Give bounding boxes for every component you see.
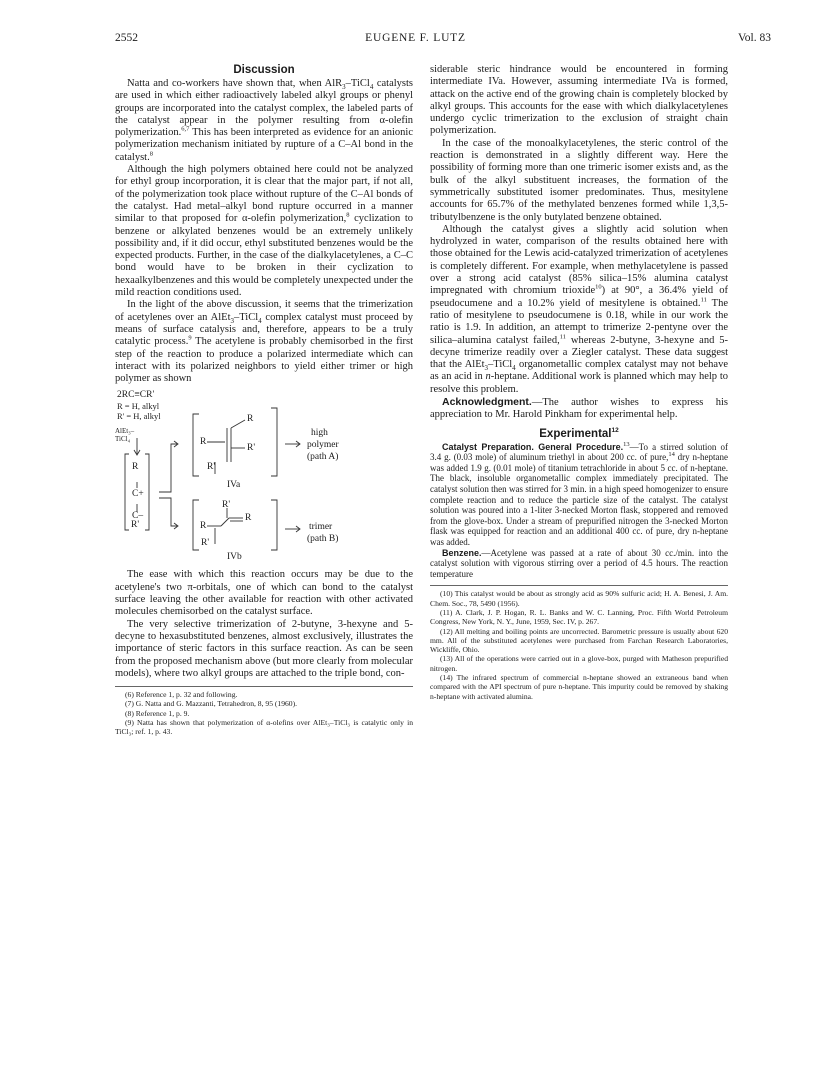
footnote: (6) Reference 1, p. 32 and following.	[125, 690, 238, 700]
paragraph: The very selective trimerization of 2-butyne, 3-hexyne and 5-decyne to hexasubstituted benzenes, almost exclusively, illustrates the importance of steric factors in this surface reaction. As can be seen from the proposed mechanism above (but more clearly from molecular models), where two alkyl groups are attached to the triple bond, con-	[115, 618, 413, 679]
scheme-product: (path A)	[307, 452, 339, 463]
scheme-atom: C–	[132, 511, 144, 522]
scheme-atom: R	[200, 437, 207, 448]
scheme-reactant: 2RC≡CR'	[117, 390, 155, 401]
scheme-atom: R'	[207, 462, 216, 473]
experimental-body	[430, 442, 728, 580]
running-author: EUGENE F. LUTZ	[365, 32, 466, 44]
paragraph: Natta and co-workers have shown that, when AlR$_3$–TiCl$_4$ catalysts are used in which either radioactively labeled alkyl groups or phenyl groups are incorporated into the catalyst complex, the labeled parts of the catalyst appear in the polymer resulting from α-olefin polymerization.$^{6,7}$ This has been interpreted as evidence for an anionic polymerization mechanism initiated by rupture of a C–Al bond in the catalyst.$^8$	[115, 78, 414, 163]
reaction-scheme	[115, 388, 413, 563]
right-column	[430, 64, 728, 701]
scheme-atom: R	[200, 521, 207, 532]
footnote: (10) This catalyst would be about as strongly acid as 90% sulfuric acid; H. A. Benesi, J. Am. Chem. Soc., 78, 5490 (1956).	[430, 589, 728, 608]
paragraph: Benzene.—Acetylene was passed at a rate of about 30 cc./min. into the catalyst solution with vigorous stirring over a period of 4.5 hours. The reaction temperature	[430, 547, 728, 579]
left-column	[115, 64, 413, 737]
footnote: (12) All melting and boiling points are uncorrected. Barometric pressure is usually about 620 mm. All of the substituted acetylenes were purchased from Farchan Research Laboratories, Wickliffe, Ohio.	[430, 626, 728, 655]
scheme-atom: C+	[132, 489, 144, 500]
scheme-rp-definition: R' = H, alkyl	[117, 411, 161, 422]
scheme-product: polymer	[307, 440, 339, 451]
scheme-label-iva: IVa	[227, 480, 241, 491]
footnote: (13) All of the operations were carried out in a glove-box, purged with Matheson prepurified nitrogen.	[430, 654, 728, 673]
footnote: (8) Reference 1, p. 9.	[125, 708, 190, 718]
footnote: (14) The infrared spectrum of commercial n-heptane showed an extraneous band when compared with the API spectrum of pure n-heptane. This impurity could be removed by shaking n-heptane with activated alumina.	[430, 673, 728, 701]
scheme-atom: R'	[247, 443, 256, 454]
footnotes-left	[115, 686, 413, 736]
paragraph: In the light of the above discussion, it seems that the trimerization of acetylenes over an AlEt$_3$–TiCl$_4$ complex catalyst must proceed by means of surface catalysis and, therefore, appears to be a truly catalytic process.$^9$ The acetylene is probably chemisorbed in the first step of the reaction to produce a polarized intermediate which can interact with its polarized neighbors to yield either trimer or high polymer as shown	[115, 299, 413, 385]
scheme-atom: R'	[201, 538, 210, 549]
footnote: (7) G. Natta and G. Mazzanti, Tetrahedron, 8, 95 (1960).	[125, 699, 298, 709]
footnote: (9) Natta has shown that polymerization of α-olefins over AlEt₃–TiCl₃ is catalytic only in TiCl₃; ref. 1, p. 43.	[115, 717, 413, 737]
paragraph: The ease with which this reaction occurs may be due to the acetylene's two π-orbitals, one of which can bond to the catalyst surface leaving the other available for reaction with other activated molecules chemisorbed on the catalyst surface.	[115, 569, 413, 618]
running-header	[0, 32, 831, 50]
scheme-atom: R	[247, 414, 254, 425]
paragraph: Although the high polymers obtained here could not be analyzed for ethyl group incorporation, it is clear that the major part, if not all, of the polymerization took place without rupture of the C–Al bonds of the catalyst. Had metal–alkyl bond rupture occurred in a manner similar to that proposed for α-olefin polymerization,$^8$ cyclization to benzene or alkylated benzenes would be an extremely unlikely possibility and, if it did occur, ethyl substituted benzenes would be the expected products. Further, in the case of the dialkylacetylenes, a C–C bond would have to be broken in their cyclization to hexaalkylbenzenes and this would be completely unexpected under the mild reaction conditions used.	[115, 164, 413, 299]
section-title-discussion: Discussion	[233, 64, 295, 76]
scheme-product: trimer	[309, 522, 333, 533]
acknowledgment: Acknowledgment.—The author wishes to express his appreciation to Mr. Harold Pinkham for experimental help.	[430, 396, 728, 421]
scheme-product: high	[311, 428, 328, 439]
scheme-atom: R'	[222, 500, 231, 511]
scheme-product: (path B)	[307, 534, 339, 545]
footnote: (11) A. Clark, J. P. Hogan, R. L. Banks and W. C. Lanning, Proc. Fifth World Petroleum Congress, New York, N. Y., June, 1959, Sec. IV, p. 267.	[430, 607, 728, 627]
scheme-catalyst: AlEt₃–	[115, 427, 135, 436]
paragraph: In the case of the monoalkylacetylenes, the steric control of the reaction is demonstrated in a slightly different way. Here the possibility of forming more than one trimeric isomer exists and, as the bulk of the alkyl substituent increases, the formation of the symmetrically substituted isomer predominates. Thus, mesitylene accounts for 65.7% of the methylated benzenes formed while 1,3,5-tributylbenzene is the only butylated benzene obtained.	[430, 137, 728, 223]
scheme-catalyst: TiCl₄	[115, 435, 131, 444]
scheme-atom: R	[245, 513, 252, 524]
volume-label: Vol. 83	[737, 32, 771, 44]
footnotes-right	[430, 585, 728, 701]
scheme-atom: R'	[131, 520, 140, 531]
page-number: 2552	[115, 32, 138, 44]
scheme-label-ivb: IVb	[227, 552, 242, 563]
paragraph: Catalyst Preparation. General Procedure.$^{13}$—To a stirred solution of 3.4 g. (0.03 mole) of aluminum triethyl in about 200 cc. of pure,$^{14}$ dry n-heptane was added 1.9 g. (0.01 mole) of titanium tetrachloride in about 5 cc. of n-heptane. The black, insoluble organometallic complex immediately precipitated. The catalyst solution then was stirred for 3 min. in a high speed homogenizer to ensure complete reaction and to reduce the particle size of the catalyst. The catalyst solution was poured into a 1-liter 3-necked Morton flask, stoppered and removed from the glove-box. Under a stream of prepurified nitrogen the 3-necked Morton flask was equipped for reaction and an additional 400 cc. of pure, dry n-heptane was added.	[430, 440, 728, 547]
paragraph: Although the catalyst gives a slightly acid solution when hydrolyzed in water, comparison of the results obtained here with those obtained for the Lewis acid-catalyzed trimerization of acetylenes is completely different. For example, when methylacetylene is passed over a strong acid catalyst (85% silica–15% alumina catalyst impregnated with chromium trioxide$^{10}$) at 90°, a 36.4% yield of pseudocumene and a 10.2% yield of mesitylene is obtained.$^{11}$ The ratio of mesitylene to pseudocumene is 0.18, while in our work the ratio is 1.9. In addition, an attempt to trimerize 2-pentyne over the silica–alumina catalyst failed,$^{11}$ whereas 2-butyne, 3-hexyne and 5-decyne trimerize readily over a Ziegler catalyst. These data suggest that the AlEt$_3$–TiCl$_4$ organometallic complex catalyst may not behave as an acid in n-heptane. Additional work is planned which may help to resolve this problem.	[430, 223, 729, 395]
scheme-r-definition: R = H, alkyl	[117, 401, 160, 412]
scheme-atom: R	[132, 462, 139, 473]
section-title-experimental: Experimental$^{12}$	[539, 426, 619, 440]
paragraph: siderable steric hindrance would be encountered in forming intermediate IVa. However, assuming intermediate IVa is formed, attack on the active end of the growing chain is completely blocked by alkyl groups. This accounts for the ease with which dialkylacetylenes undergo cyclic trimerization to the exclusion of straight chain polymerization.	[430, 64, 728, 137]
